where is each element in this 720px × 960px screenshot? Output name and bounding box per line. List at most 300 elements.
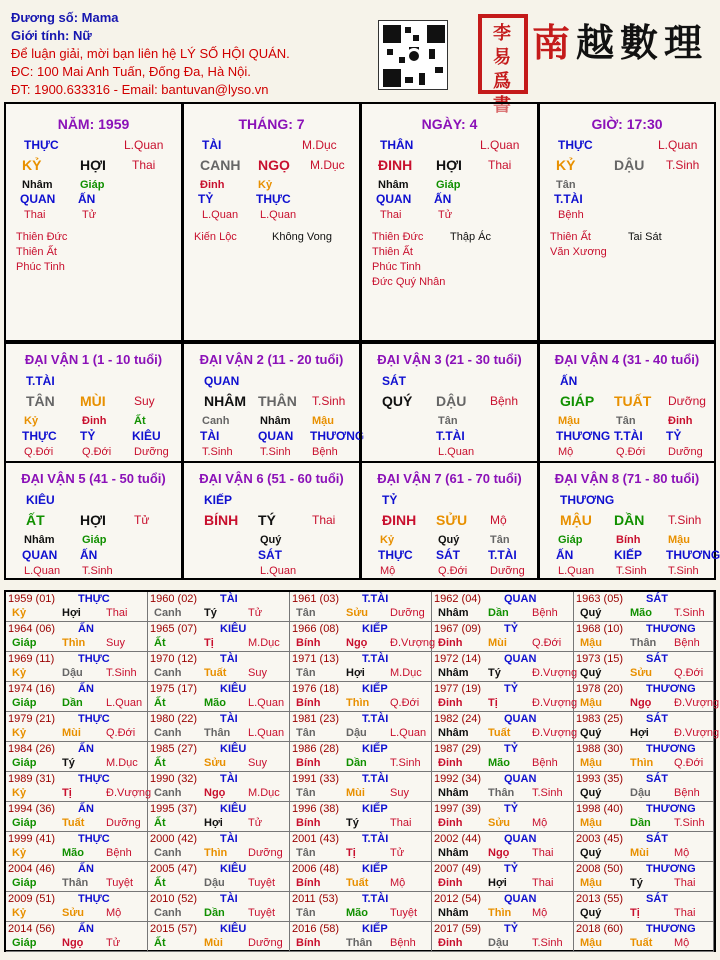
year-god: KIẾP [362,683,388,695]
year-chi: Sửu [630,667,653,679]
year-label: 1988 (30) [576,743,624,755]
year-god: QUAN [504,653,537,665]
year-can: Canh [154,667,182,679]
year-cell [432,742,574,772]
year-god: TỶ [504,803,519,815]
year-god: T.TÀI [362,833,389,845]
star-note: Thiên Ất [550,231,591,243]
year-chi: Sửu [346,607,369,619]
luck-hidden-stage: Dưỡng [668,446,703,458]
year-can: Giáp [12,757,37,769]
year-cell [148,742,290,772]
year-stage: Thai [674,907,696,919]
year-god: TÀI [220,833,238,845]
year-cell [290,652,432,682]
year-cell [148,712,290,742]
hidden-stage: Thai [380,209,402,221]
year-god: SÁT [646,713,668,725]
year-label: 2004 (46) [8,863,56,875]
year-chi: Tý [630,877,643,889]
year-can: Kỷ [12,787,27,799]
year-cell [290,622,436,652]
luck-hidden-stage: Q.Đới [616,446,646,458]
seal-stamp [478,14,528,116]
year-cell [148,682,290,712]
luck-can: TÂN [26,393,55,409]
luck-hidden-stem: Đinh [82,415,107,427]
year-stage: M.Dục [106,757,138,769]
year-stage: Q.Đới [674,757,704,769]
year-label: 1970 (12) [150,653,198,665]
year-god: T.TÀI [362,653,389,665]
year-chi: Tị [62,787,72,799]
year-cell [6,682,148,712]
year-label: 1960 (02) [150,593,198,605]
year-stage: Dưỡng [106,817,141,829]
year-stage: Suy [390,787,409,799]
year-god: KIẾP [362,743,388,755]
header-line: Đương số: Mama [11,10,119,25]
year-can: Giáp [12,877,37,889]
pillar-title: NĂM: 1959 [57,116,130,132]
luck-hidden-stem: Canh [202,415,230,427]
luck-hidden-god: KIÊU [132,429,161,443]
year-cell [432,712,578,742]
year-god: QUAN [504,833,537,845]
year-stage: Mộ [674,937,690,949]
year-chi: Tuất [204,667,227,679]
year-label: 1987 (29) [434,743,482,755]
year-label: 1996 (38) [292,803,340,815]
year-chi: Dần [630,817,651,829]
luck-hidden-stem: Tân [490,534,510,546]
pillar-top-left: TÀI [202,138,222,152]
header-line: ĐC: 100 Mai Anh Tuấn, Đống Đa, Hà Nội. [11,64,251,79]
luck-hidden-god: SÁT [436,548,460,562]
year-label: 1995 (37) [150,803,198,815]
year-chi: Mùi [62,727,81,739]
year-god: T.TÀI [362,593,389,605]
year-can: Bính [296,817,321,829]
year-god: SÁT [646,653,668,665]
hidden-stage: Tử [438,209,453,221]
year-can: Giáp [12,637,37,649]
year-stage: Thai [532,847,554,859]
luck-cycle-3 [360,342,539,463]
year-can: Đinh [438,817,463,829]
pillar-top-left: THỰC [24,138,59,152]
year-chi: Mão [488,757,510,769]
year-can: Nhâm [438,607,469,619]
yearly-fortune-grid [4,590,720,952]
year-stage: Mộ [674,847,690,859]
year-cell [148,772,290,802]
year-label: 2017 (59) [434,923,482,935]
luck-hidden-stem: Bính [616,534,641,546]
luck-stage: Mộ [490,513,507,527]
year-cell [148,622,290,652]
year-label: 1968 (10) [576,623,624,635]
year-god: KIÊU [220,923,247,935]
luck-chi: DẦN [614,512,645,528]
year-label: 1981 (23) [292,713,340,725]
year-cell [432,652,578,682]
luck-hidden-god: T.TÀI [488,548,517,562]
year-can: Mậu [580,877,602,889]
year-chi: Hợi [488,877,507,889]
year-cell [290,712,432,742]
luck-cycle-1 [4,342,183,463]
year-cell [574,892,714,922]
year-cell [290,802,432,832]
star-note: Đức Quý Nhân [372,276,446,288]
luck-hidden-god: QUAN [22,548,58,562]
luck-stage: Bệnh [490,394,519,408]
luck-title: ĐẠI VẬN 5 (41 - 50 tuổi) [21,471,166,486]
year-god: ẤN [78,743,94,755]
year-chi: Dậu [346,727,367,739]
year-stage: L.Quan [390,727,427,739]
year-can: Mậu [580,697,602,709]
year-stage: Bệnh [674,787,700,799]
luck-hidden-stage: Dưỡng [490,565,525,577]
hidden-stage: Bệnh [558,209,584,221]
hidden-stem: Nhâm [378,179,409,191]
year-chi: Thìn [630,757,654,769]
year-stage: Mộ [532,907,548,919]
year-label: 2008 (50) [576,863,624,875]
year-cell [432,772,574,802]
year-stage: Tuyệt [390,907,418,919]
year-can: Ất [154,877,166,889]
luck-hidden-stage: T.Sinh [616,565,647,577]
pillar-top-right: M.Dục [302,138,337,152]
luck-stage: Suy [134,394,155,408]
year-can: Đinh [438,757,463,769]
star-note: Phúc Tinh [16,261,65,273]
luck-hidden-stem: Mậu [312,415,334,427]
hidden-god: QUAN [376,192,412,206]
year-label: 1986 (28) [292,743,340,755]
luck-hidden-stem: Nhâm [24,534,55,546]
year-cell [148,892,290,922]
year-can: Tân [296,907,316,919]
year-god: KIẾP [362,623,388,635]
year-god: TÀI [220,773,238,785]
year-god: ẤN [78,923,94,935]
luck-hidden-god: ẤN [80,548,98,562]
year-stage: T.Sinh [532,937,563,949]
pillar-2 [182,102,361,342]
year-label: 1980 (22) [150,713,198,725]
year-cell [6,862,148,892]
year-god: THỰC [78,773,110,785]
luck-cycle-2 [182,342,365,463]
year-stage: Đ.Vượng [532,697,578,709]
chart-header [0,0,720,116]
luck-hidden-god: TÀI [200,429,220,443]
year-cell [6,892,148,922]
year-cell [574,712,720,742]
year-can: Kỷ [12,607,27,619]
year-cell [574,802,714,832]
year-can: Canh [154,727,182,739]
year-god: KIẾP [362,803,388,815]
year-cell [290,742,432,772]
luck-hidden-stage: Bệnh [312,446,338,458]
qr-code [378,20,448,90]
year-label: 2015 (57) [150,923,198,935]
year-label: 1963 (05) [576,593,624,605]
year-can: Nhâm [438,847,469,859]
year-chi: Thân [630,637,657,649]
pillar-chi: DẬU [614,157,645,173]
year-god: SÁT [646,773,668,785]
luck-can: ẤT [26,512,45,528]
pillar-can: CANH [200,157,241,173]
luck-chi: THÂN [258,393,297,409]
year-stage: Đ.Vượng [106,787,152,799]
luck-title: ĐẠI VẬN 2 (11 - 20 tuổi) [199,352,344,367]
year-can: Đinh [438,877,463,889]
year-chi: Ngọ [488,847,510,859]
luck-hidden-stem: Mậu [668,534,690,546]
year-god: T.TÀI [362,773,389,785]
year-god: SÁT [646,593,668,605]
year-chi: Hợi [346,667,365,679]
year-god: KIÊU [220,623,247,635]
luck-title: ĐẠI VẬN 6 (51 - 60 tuổi) [199,471,344,486]
year-god: KIÊU [220,683,247,695]
year-god: QUAN [504,773,537,785]
year-chi: Dần [204,907,225,919]
year-cell [290,592,432,622]
year-can: Tân [296,607,316,619]
luck-hidden-stage: L.Quan [260,565,297,577]
year-stage: L.Quan [248,727,285,739]
year-stage: Đ.Vượng [390,637,436,649]
luck-top-god: T.TÀI [26,374,55,388]
year-god: SÁT [646,893,668,905]
year-chi: Tý [488,667,501,679]
year-god: KIÊU [220,863,247,875]
year-can: Kỷ [12,907,27,919]
year-stage: Đ.Vượng [532,727,578,739]
year-god: TÀI [220,653,238,665]
year-cell [148,802,290,832]
year-stage: T.Sinh [390,757,421,769]
luck-hidden-god: T.TÀI [436,429,465,443]
year-chi: Hợi [204,817,223,829]
year-chi: Hợi [62,607,81,619]
year-chi: Thìn [346,697,370,709]
pillar-stage: T.Sinh [666,158,700,172]
year-label: 2000 (42) [150,833,198,845]
year-can: Mậu [580,937,602,949]
year-can: Tân [296,787,316,799]
year-can: Nhâm [438,667,469,679]
year-stage: Thai [532,877,554,889]
year-cell [432,802,574,832]
year-label: 1967 (09) [434,623,482,635]
luck-hidden-stem: Tân [616,415,636,427]
luck-hidden-god: T.TÀI [614,429,643,443]
luck-hidden-stage: T.Sinh [202,446,233,458]
hidden-god: ẤN [434,192,452,206]
luck-chi: SỬU [436,512,468,528]
year-label: 2002 (44) [434,833,482,845]
year-cell [432,682,578,712]
luck-chi: MÙI [80,393,106,409]
year-chi: Dậu [204,877,225,889]
star-note-right: Không Vong [272,231,332,243]
year-label: 2005 (47) [150,863,198,875]
logo-black: 越數理 [576,20,709,65]
logo [532,12,708,67]
luck-top-god: THƯƠNG [560,493,615,507]
header-line: Để luận giải, mời bạn liên hệ LÝ SỐ HỘI QUÁN. [11,46,290,61]
luck-hidden-stem: Quý [260,534,282,546]
year-god: QUAN [504,713,537,725]
luck-top-god: KIẾP [204,493,233,507]
hidden-stem: Giáp [80,179,105,191]
luck-title: ĐẠI VẬN 3 (21 - 30 tuổi) [377,352,522,367]
year-chi: Tị [346,847,356,859]
year-god: QUAN [504,593,537,605]
year-can: Nhâm [438,727,469,739]
luck-hidden-stage: T.Sinh [668,565,699,577]
year-god: QUAN [504,893,537,905]
year-god: TÀI [220,593,238,605]
year-stage: Suy [106,637,125,649]
year-label: 1969 (11) [8,653,55,665]
year-can: Canh [154,607,182,619]
year-can: Ất [154,817,166,829]
year-label: 1992 (34) [434,773,482,785]
year-stage: Đ.Vượng [532,667,578,679]
year-chi: Mão [204,697,226,709]
year-can: Tân [296,847,316,859]
hidden-stage: Thai [24,209,46,221]
luck-hidden-stem: Giáp [82,534,107,546]
year-cell [6,652,148,682]
year-cell [148,862,290,892]
year-cell [148,922,290,952]
year-label: 2006 (48) [292,863,340,875]
year-cell [148,592,290,622]
year-cell [290,862,432,892]
luck-hidden-stage: Q.Đới [438,565,468,577]
year-chi: Dần [488,607,509,619]
year-can: Giáp [12,937,37,949]
year-stage: Tử [106,937,121,949]
year-label: 1971 (13) [292,653,340,665]
luck-hidden-stem: Kỷ [24,415,39,427]
luck-hidden-stage: Dưỡng [134,446,169,458]
year-label: 1966 (08) [292,623,340,635]
pillar-3 [360,102,539,342]
luck-can: ĐINH [382,512,417,528]
year-label: 1983 (25) [576,713,624,725]
luck-hidden-stem: Mậu [558,415,580,427]
year-can: Bính [296,697,321,709]
year-cell [6,922,148,952]
pillar-chi: HỢI [80,157,106,173]
luck-hidden-god: THỰC [378,548,413,562]
year-can: Kỷ [12,667,27,679]
luck-hidden-stem: Ất [134,415,146,427]
year-god: SÁT [646,833,668,845]
luck-hidden-god: SÁT [258,548,282,562]
year-chi: Mùi [488,637,507,649]
luck-hidden-stem: Quý [438,534,460,546]
year-label: 1999 (41) [8,833,56,845]
hidden-god: T.TÀI [554,192,583,206]
year-stage: Bệnh [532,757,558,769]
year-cell [574,862,714,892]
year-chi: Mùi [630,847,649,859]
year-label: 2018 (60) [576,923,624,935]
luck-hidden-stage: Mộ [558,446,574,458]
year-stage: Suy [248,667,267,679]
year-god: THƯƠNG [646,803,696,815]
year-can: Bính [296,637,321,649]
year-can: Mậu [580,817,602,829]
year-label: 2010 (52) [150,893,198,905]
luck-chi: TÝ [258,512,276,528]
luck-hidden-stage: L.Quan [558,565,595,577]
luck-stage: Tử [134,513,150,527]
year-chi: Dần [62,697,83,709]
year-stage: Bệnh [532,607,558,619]
luck-hidden-stage: T.Sinh [260,446,291,458]
year-label: 2016 (58) [292,923,340,935]
year-chi: Tý [62,757,75,769]
year-cell [148,652,290,682]
year-god: ẤN [78,863,94,875]
year-cell [432,892,574,922]
year-stage: Tử [248,607,263,619]
year-stage: Thai [674,877,696,889]
year-stage: Mộ [390,877,406,889]
hidden-stem: Đinh [200,179,225,191]
luck-chi: DẬU [436,393,467,409]
year-god: THƯƠNG [646,623,696,635]
luck-hidden-god: THƯƠNG [310,429,365,443]
luck-hidden-god: KIẾP [614,548,643,562]
year-cell [574,922,714,952]
year-cell [6,622,148,652]
year-cell [6,592,148,622]
year-stage: Bệnh [106,847,132,859]
pillar-can: KỶ [556,157,576,173]
year-god: ẤN [78,623,94,635]
year-label: 1993 (35) [576,773,624,785]
year-label: 2001 (43) [292,833,340,845]
year-stage: Dưỡng [248,937,283,949]
year-stage: M.Dục [248,637,280,649]
year-god: T.TÀI [362,893,389,905]
year-can: Quý [580,907,602,919]
star-note-right: Thập Ác [450,231,491,243]
year-label: 1973 (15) [576,653,624,665]
year-label: 1974 (16) [8,683,56,695]
pillar-top-right: L.Quan [658,138,698,152]
year-label: 1984 (26) [8,743,56,755]
year-can: Bính [296,877,321,889]
year-stage: Tuyệt [248,907,276,919]
year-label: 1994 (36) [8,803,56,815]
